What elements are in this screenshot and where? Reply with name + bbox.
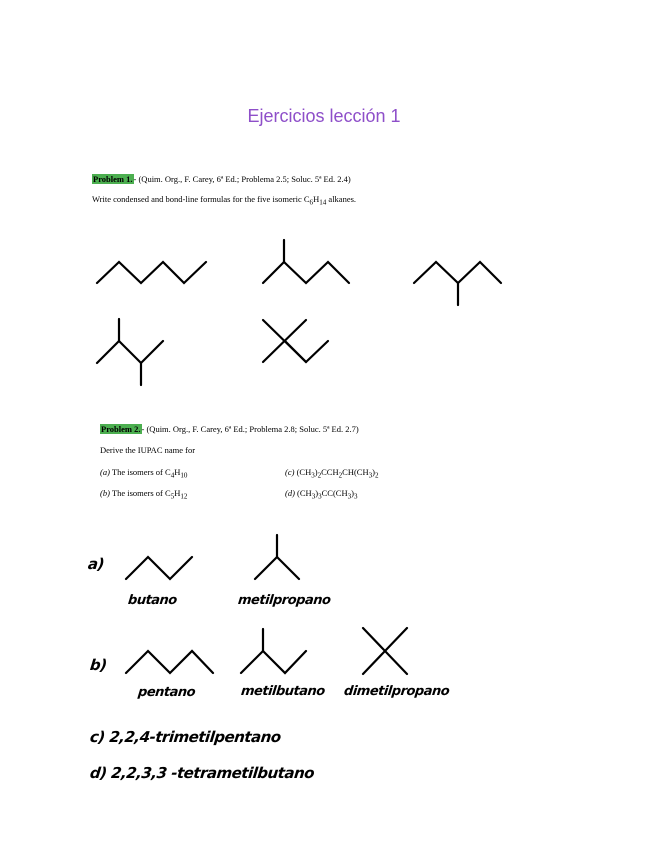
2-methylpentane-structure — [263, 240, 349, 283]
2,3-dimethylbutane-structure — [97, 319, 163, 385]
methylbutane-drawing — [241, 629, 306, 673]
methylpropane-drawing — [255, 535, 299, 579]
problem-2-source: - (Quim. Org., F. Carey, 6ª Ed.; Problema 2.8; Soluc. 5ª Ed. 2.7) — [141, 424, 359, 434]
pentane-drawing — [126, 651, 213, 673]
problem-2-item-c: (c) $(CH_3)_2CCH_2CH(CH_3)_2$ — [285, 467, 379, 480]
answer-d: d) 2,2,3,3 -tetrametilbutano — [89, 764, 316, 782]
3-methylpentane-structure — [414, 262, 501, 305]
answer-a-name-2: metilpropano — [237, 593, 332, 608]
problem-1-label: Problem 1. — [93, 174, 133, 184]
answer-b-label: b) — [89, 656, 108, 674]
2,2-dimethylbutane-structure — [263, 320, 328, 362]
answer-b-name-3: dimetilpropano — [343, 684, 450, 699]
problem-1-source: - (Quim. Org., F. Carey, 6ª Ed.; Problema 2.5; Soluc. 5ª Ed. 2.4) — [133, 174, 351, 184]
answer-a-name-1: butano — [127, 593, 178, 608]
answer-a-label: a) — [87, 555, 105, 573]
butane-drawing — [126, 557, 192, 579]
answer-b-name-1: pentano — [137, 685, 196, 700]
problem-1-statement: Write condensed and bond-line formulas for the five isomeric $C_6H_{14}$ alkanes. — [92, 194, 357, 207]
problem-2-item-d: (d) $(CH_3)_3CC(CH_3)_3$ — [285, 488, 358, 501]
problem-2-item-b: (b) The isomers of $C_5H_{12}$ — [100, 488, 188, 501]
answer-c: c) 2,2,4-trimetilpentano — [89, 728, 282, 746]
problem-2-intro: Derive the IUPAC name for — [100, 445, 196, 455]
hexane-structure — [97, 262, 206, 283]
dimethylpropane-drawing — [363, 628, 407, 674]
problem-2-item-a: (a) The isomers of $C_4H_{10}$ — [100, 467, 188, 480]
page-title: Ejercicios lección 1 — [247, 106, 401, 126]
answer-b-name-2: metilbutano — [240, 684, 326, 699]
problem-2-label: Problem 2. — [101, 424, 141, 434]
